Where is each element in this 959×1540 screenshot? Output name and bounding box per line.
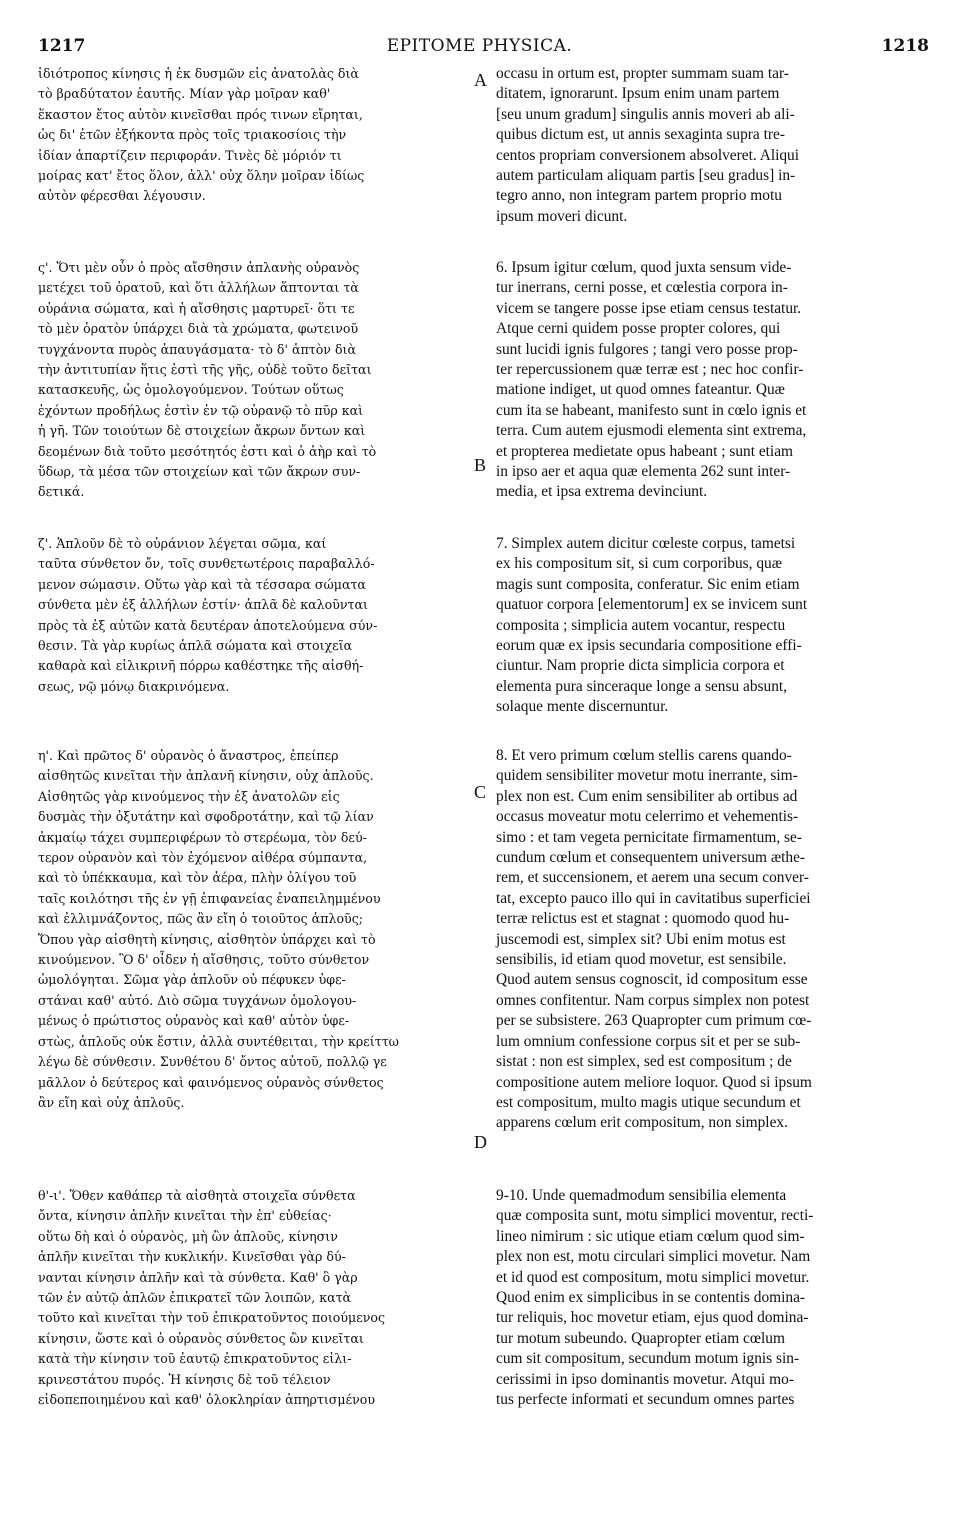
margin-letter-b: B	[474, 455, 487, 475]
latin-paragraph-6: 6. Ipsum igitur cœlum, quod juxta sensum vide- tur inerrans, cerni posse, et cœlestia corpora in- vicem se tangere posse ipse etiam census testatur. Atque cerni quidem posse propter colores, qui sunt lucidi ignis fulgores ; tangi vero posse prop- ter repercussionem quæ terræ est ; nec hoc confir- matione indiget, ut quod omnes fateantur. Quæ cum ita se habeant, manifesto sunt in cœlo ignis et terra. Cum autem ejusmodi elementa sint extrema, et propterea medietate opus habeant ; sunt etiam in ipso aer et aqua quæ elementa 262 sunt inter- media, et ipsa extrema devinciunt.	[496, 259, 807, 501]
greek-paragraph-7: ζ'. Ἁπλοῦν δὲ τὸ οὐράνιον λέγεται σῶμα, καί ταῦτα σύνθετον ὄν, τοῖς συνθετωτέροις παραβαλλό- μενον σώμασιν. Οὕτω γὰρ καὶ τὰ τέσσαρα σώματα σύνθετα μὲν ἐξ ἀλλήλων ἐστίν· ἁπλᾶ δὲ καλοῦνται πρὸς τὰ ἐξ αὐτῶν κατὰ δευτέραν ἀποτελούμενα σύν- θεσιν. Τὰ γὰρ κυρίως ἁπλᾶ σώματα καὶ στοιχεῖα καθαρὰ καὶ εἰλικρινῆ πόρρω καθέστηκε τῆς αἰσθή- σεως, νῷ μόνῳ διακρινόμενα.	[38, 536, 378, 694]
latin-paragraph-8: 8. Et vero primum cœlum stellis carens quando- quidem sensibiliter movetur motu inerrante, sim- plex non est. Cum enim sensibiliter ab ortibus ad occasus moveatur motu celerrimo et vehementis- simo : et tam vegeta pernicitate firmamentum, se- cundum cœlum et consequentem universum æthe- rem, et succensionem, et aerem una secum conver- tat, excepto pauco illo qui in cavitatibus superficiei terræ relictus est et stagnat : quomodo quod hu- juscemodi est, simplex sit? Ubi enim motus est sensibilis, id etiam quod movetur, est sensibile. Quod autem sensus cognoscit, id compositum esse omnes confitentur. Nam corpus simplex non potest per se subsistere. 263 Quapropter cum primum cœ- lum omnium confessione corpus sit et per se sub- sistat : non est simplex, sed est compositum ; de compositione autem meliore loquor. Quod si ipsum est compositum, multo magis utique secundum et apparens cœlum erit compositum, non simplex.	[496, 747, 812, 1132]
greek-paragraph-9-10: θ'-ι'. Ὅθεν καθάπερ τὰ αἰσθητὰ στοιχεῖα σύνθετα ὄντα, κίνησιν ἁπλῆν κινεῖται τὴν ἐπ' εὐθείας· οὕτω δὴ καὶ ὁ οὐρανὸς, μὴ ὢν ἁπλοῦς, κίνησιν ἁπλῆν κινεῖται τὴν κυκλικήν. Κινεῖσθαι γὰρ δύ- νανται κίνησιν ἁπλῆν καὶ τὰ σύνθετα. Καθ' ὃ γὰρ τῶν ἐν αὐτῷ ἁπλῶν ἐπικρατεῖ τῶν λοιπῶν, κατὰ τοῦτο καὶ κινεῖται τὴν τοῦ ἐπικρατοῦντος ποιούμενος κίνησιν, ὥστε καὶ ὁ οὐρανὸς σύνθετος ὢν κινεῖται κατὰ τὴν κίνησιν τοῦ ἑαυτῷ ἐπικρατοῦντος εἰλι- κρινεστάτου πυρός. Ἡ κίνησις δὲ τοῦ τέλειον εἰδοπεποιημένου καὶ καθ' ὁλοκληρίαν ἀπηρτισμένου	[38, 1188, 386, 1408]
greek-paragraph-8: η'. Καὶ πρῶτος δ' οὐρανὸς ὁ ἄναστρος, ἐπείπερ αἰσθητῶς κινεῖται τὴν ἀπλανῆ κίνησιν, οὐχ ἁπλοῦς. Αἰσθητῶς γὰρ κινούμενος τὴν ἐξ ἀνατολῶν εἰς δυσμὰς τὴν ὀξυτάτην καὶ σφοδροτάτην, καὶ τῷ λίαν ἀκμαίῳ τάχει συμπεριφέρων τὸ στερέωμα, τὸν δεύ- τερον οὐρανὸν καὶ τὸν ἐχόμενον αἰθέρα σύμπαντα, καὶ τὸ ὑπέκκαυμα, καὶ τὸν ἀέρα, πλὴν ὀλίγου τοῦ ταῖς κοιλότησι τῆς ἐν γῇ ἐπιφανείας ἐναπειλημμένου καὶ ἐλλιμνάζοντος, πῶς ἂν εἴη ὁ τοιοῦτος ἁπλοῦς; Ὅπου γὰρ αἰσθητὴ κίνησις, αἰσθητὸν ὑπάρχει καὶ τὸ κινούμενον. Ὃ δ' οἶδεν ἡ αἴσθησις, τοῦτο σύνθετον ὡμολόγηται. Σῶμα γὰρ ἁπλοῦν οὐ πέφυκεν ὑφε- στάναι καθ' αὑτό. Διὸ σῶμα τυγχάνων ὁμολογου- μένως ὁ πρώτιστος οὐρανὸς καὶ καθ' αὑτὸν ὑφε- στὼς, ἁπλοῦς οὐκ ἔστιν, ἀλλὰ συντέθειται, τὴν κρείττω λέγω δὲ σύνθεσιν. Συνθέτου δ' ὄντος αὐτοῦ, πολλῷ γε μᾶλλον ὁ δεύτερος καὶ φαινόμενος οὐρανὸς σύνθετος ἂν εἴη καὶ οὐχ ἁπλοῦς.	[38, 748, 399, 1110]
latin-paragraph-1: occasu in ortum est, propter summam suam tar- ditatem, ignorarunt. Ipsum enim unam partem [seu unum gradum] singulis annis moveri ab ali- quibus dictum est, ut annis sexaginta supra tre- centos propriam conversionem absolveret. Aliqui autem particulam aliquam partis [seu gradus] in- tegro anno, non integram partem proprio motu ipsum moveri dicunt.	[496, 65, 800, 225]
margin-letter-c: C	[474, 782, 487, 802]
right-page-number: 1218	[881, 36, 929, 56]
margin-letter-a: A	[474, 70, 487, 90]
left-page-number: 1217	[38, 36, 86, 56]
running-title: EPITOME PHYSICA.	[386, 36, 573, 56]
page-header	[0, 0, 959, 60]
latin-paragraph-9-10: 9-10. Unde quemadmodum sensibilia elementa quæ composita sunt, motu simplici moventur, recti- lineo nimirum : sic utique etiam cœlum quod sim- plex non est, motu circulari simplici movetur. Nam et id quod est compositum, motu simplici movetur. Quod enim ex simplicibus in se contentis domina- tur reliquis, hoc movetur etiam, ejus quod domina- tur motum subeundo. Quapropter etiam cœlum cum sit compositum, secundum motum ignis sin- cerissimi in ipso dominantis movetur. Atqui mo- tus perfecte informati et secundum omnes partes	[496, 1187, 814, 1409]
margin-letter-d: D	[474, 1132, 487, 1152]
greek-paragraph-6: ς'. Ὅτι μὲν οὖν ὁ πρὸς αἴσθησιν ἀπλανὴς οὐρανὸς μετέχει τοῦ ὁρατοῦ, καὶ ὅτι ἀλλήλων ἅπτονται τὰ οὐράνια σώματα, καὶ ἡ αἴσθησις μαρτυρεῖ· ὅτι τε τὸ μὲν ὁρατὸν ὑπάρχει διὰ τὰ χρώματα, φωτεινοῦ τυγχάνοντα πυρὸς ἀπαυγάσματα· τὸ δ' ἁπτὸν διὰ τὴν ἀντιτυπίαν ἥτις ἐστὶ τῆς γῆς, οὐδὲ τοῦτο δεῖται κατασκευῆς, ὡς ὁμολογούμενον. Τούτων οὕτως ἐχόντων προδήλως ἐστὶν ἐν τῷ οὐρανῷ τὸ πῦρ καὶ ἡ γῆ. Τῶν τοιούτων δὲ στοιχείων ἄκρων ὄντων καὶ δεομένων διὰ τοῦτο μεσότητός ἐστι καὶ ὁ ἀὴρ καὶ τὸ ὕδωρ, τὰ μέσα τῶν στοιχείων καὶ τῶν ἄκρων συν- δετικά.	[38, 260, 377, 500]
greek-paragraph-1: ἰδιότροπος κίνησις ἡ ἐκ δυσμῶν εἰς ἀνατολὰς διὰ τὸ βραδύτατον ἑαυτῆς. Μίαν γὰρ μοῖραν καθ' ἕκαστον ἔτος αὐτὸν κινεῖσθαι πρός τινων εἴρηται, ὡς δι' ἐτῶν ἑξήκοντα πρὸς τοῖς τριακοσίοις τὴν ἰδίαν ἀπαρτίζειν περιφοράν. Τινὲς δὲ μόριόν τι μοίρας κατ' ἔτος ὅλον, ἀλλ' οὐχ ὅλην μοῖραν ἰδίως αὐτὸν φέρεσθαι λέγουσιν.	[38, 66, 365, 204]
latin-paragraph-7: 7. Simplex autem dicitur cœleste corpus, tametsi ex his compositum sit, si cum corporibus, quæ magis sunt composita, conferatur. Sic enim etiam quatuor corpora [elementorum] ex se invicem sunt composita ; simplicia autem vocantur, respectu eorum quæ ex ipsis secundaria compositione effi- ciuntur. Nam proprie dicta simplicia corpora et elementa pura sinceraque longe a sensu absunt, solaque mente discernuntur.	[496, 535, 808, 716]
